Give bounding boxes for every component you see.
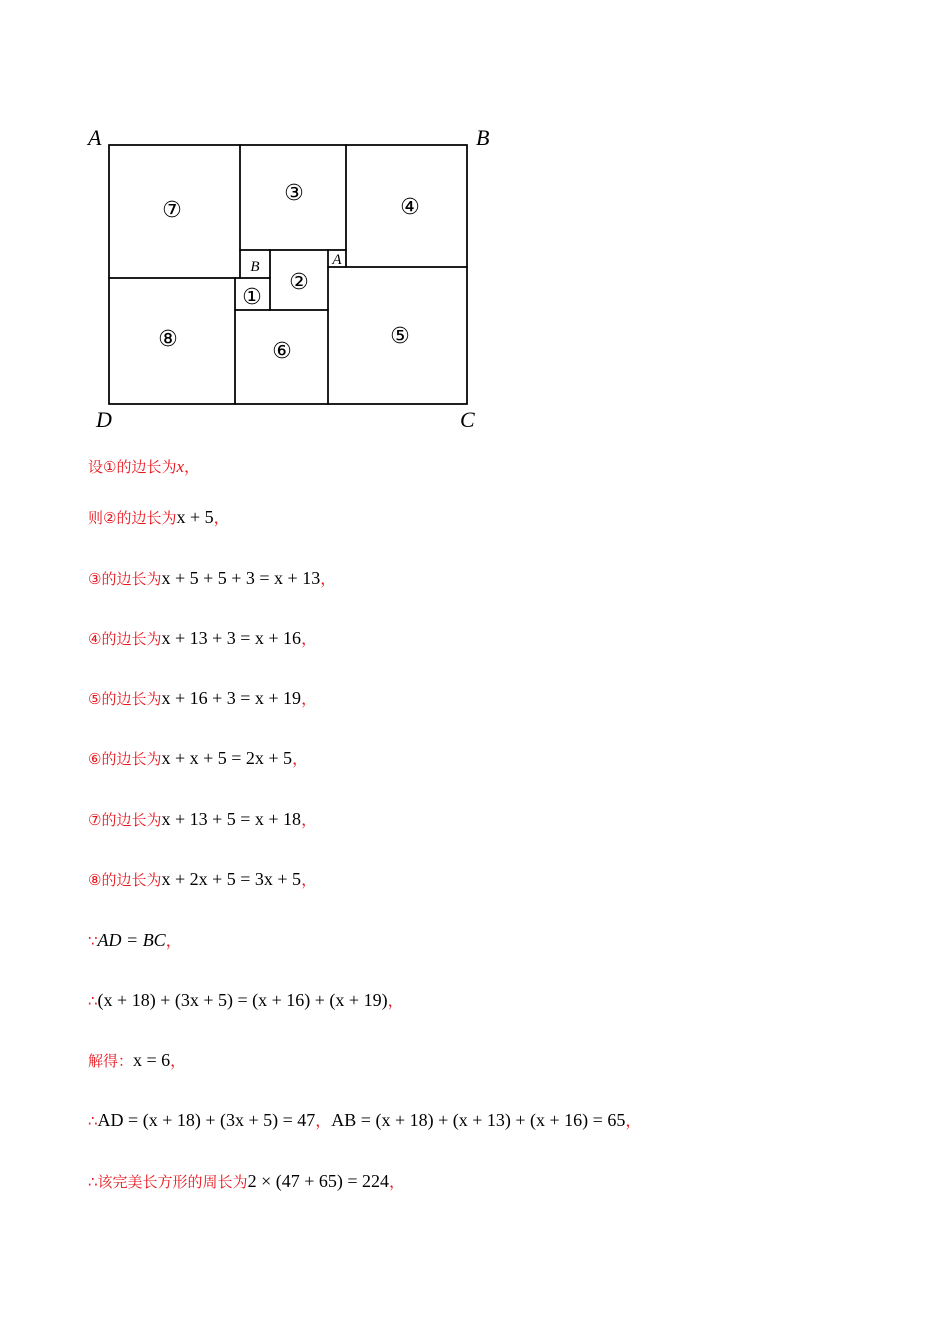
solution-line-7 xyxy=(88,808,317,831)
line-math: x + 13 + 5 = x + 18 xyxy=(161,809,302,829)
line-var: x xyxy=(176,457,184,476)
square-7-label: ⑦ xyxy=(162,198,182,223)
solution-line-9 xyxy=(88,929,182,952)
line-text: ⑥的边长为 xyxy=(88,750,162,768)
line-end: ， xyxy=(389,1172,406,1191)
line-text: 设①的边长为 xyxy=(88,458,177,476)
line-end: ， xyxy=(301,870,318,889)
line-math: x + x + 5 = 2x + 5 xyxy=(161,748,293,768)
line-text: ④的边长为 xyxy=(88,630,162,648)
line-text: ⑤的边长为 xyxy=(88,690,162,708)
line-end: ， xyxy=(301,810,318,829)
vertex-c-label: C xyxy=(460,407,475,432)
solution-line-1 xyxy=(88,456,200,478)
solution-line-11 xyxy=(88,1049,186,1072)
line-end: ， xyxy=(213,508,230,527)
solution-line-5 xyxy=(88,687,317,710)
line-text: ⑦的边长为 xyxy=(88,811,162,829)
vertex-a-label: A xyxy=(88,125,102,150)
line-text: 该完美长方形的周长为 xyxy=(97,1173,248,1191)
line-end: ， xyxy=(165,931,182,950)
line-math: x + 5 xyxy=(176,507,214,527)
solution-line-12 xyxy=(88,1109,641,1132)
square-4-label: ④ xyxy=(400,195,420,220)
solution-line-3 xyxy=(88,567,336,590)
line-end: ， xyxy=(170,1051,187,1070)
square-2-label: ② xyxy=(289,270,309,295)
vertex-d-label: D xyxy=(96,407,112,432)
square-3-label: ③ xyxy=(284,181,304,206)
line-math: x + 13 + 3 = x + 16 xyxy=(161,628,302,648)
line-math-ab: AB = (x + 18) + (x + 13) + (x + 16) = 65 xyxy=(331,1110,626,1130)
line-separator: ， xyxy=(315,1111,332,1130)
solution-line-10 xyxy=(88,989,404,1012)
vertex-b-label: B xyxy=(476,125,490,150)
because-symbol: ∵ xyxy=(88,932,98,950)
solution-line-8 xyxy=(88,868,317,891)
line-end: ， xyxy=(292,749,309,768)
line-end: ， xyxy=(184,457,201,476)
line-end: ， xyxy=(301,629,318,648)
line-end: ， xyxy=(625,1111,642,1130)
line-text: 则②的边长为 xyxy=(88,509,177,527)
line-end: ， xyxy=(387,991,404,1010)
line-math: AD = BC xyxy=(97,930,166,950)
perfect-rectangle-figure xyxy=(80,118,510,438)
therefore-symbol: ∴ xyxy=(88,992,98,1010)
solution-line-13 xyxy=(88,1170,405,1193)
line-math: (x + 18) + (3x + 5) = (x + 16) + (x + 19) xyxy=(97,990,388,1010)
line-math: x = 6 xyxy=(133,1050,171,1070)
line-math: 2 × (47 + 65) = 224 xyxy=(247,1171,390,1191)
line-end: ， xyxy=(320,569,337,588)
solution-line-2 xyxy=(88,506,230,529)
line-math-ad: AD = (x + 18) + (3x + 5) = 47 xyxy=(97,1110,316,1130)
solution-line-4 xyxy=(88,627,317,650)
line-math: x + 5 + 5 + 3 = x + 13 xyxy=(161,568,321,588)
line-math: x + 16 + 3 = x + 19 xyxy=(161,688,302,708)
square-1-label: ① xyxy=(242,285,262,310)
square-8-label: ⑧ xyxy=(158,327,178,352)
figure-svg xyxy=(80,118,510,438)
line-end: ， xyxy=(301,689,318,708)
solution-line-6 xyxy=(88,747,308,770)
line-math: x + 2x + 5 = 3x + 5 xyxy=(161,869,302,889)
line-text: ③的边长为 xyxy=(88,570,162,588)
line-text: ⑧的边长为 xyxy=(88,871,162,889)
square-6-label: ⑥ xyxy=(272,339,292,364)
square-5-label: ⑤ xyxy=(390,324,410,349)
small-b-label: B xyxy=(250,259,260,275)
line-text: 解得： xyxy=(88,1052,134,1070)
small-a-label: A xyxy=(332,252,342,268)
therefore-symbol: ∴ xyxy=(88,1112,98,1130)
therefore-symbol: ∴ xyxy=(88,1173,98,1191)
